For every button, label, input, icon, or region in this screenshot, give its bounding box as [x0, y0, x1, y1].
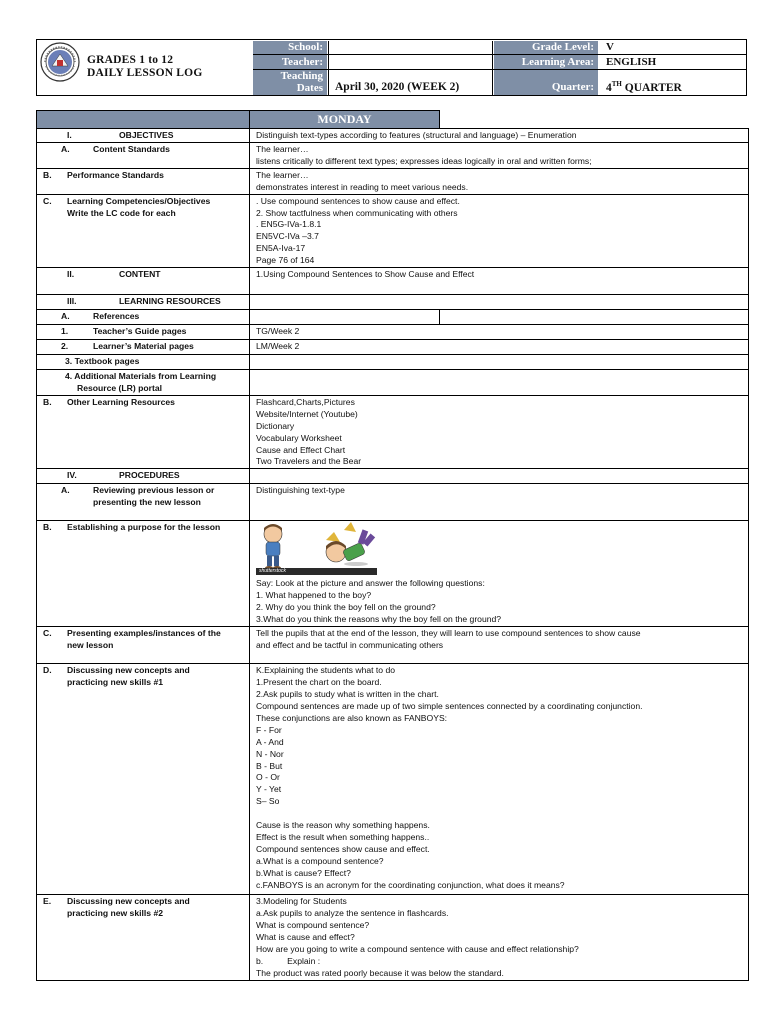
procedures-label — [37, 469, 250, 484]
teaching-label-line2: Dates — [296, 82, 323, 94]
competencies-subtitle: Write the LC code for each — [67, 207, 176, 218]
resources-label — [37, 295, 250, 310]
lc-line-4: EN5VC-IVa –3.7 — [256, 231, 319, 242]
presenting-line-2: and effect and be tactful in communicating others — [256, 640, 444, 651]
purpose-num: B. — [43, 522, 52, 533]
tg-label — [37, 325, 250, 340]
performance-num: B. — [43, 169, 52, 180]
references-num: A. — [61, 311, 70, 322]
resources-title: LEARNING RESOURCES — [119, 296, 221, 307]
references-label — [37, 310, 250, 325]
objectives-title: OBJECTIVES — [119, 130, 174, 140]
discussing2-value — [250, 895, 749, 980]
reviewing-subtitle: presenting the new lesson — [93, 497, 201, 508]
competencies-value — [250, 194, 749, 267]
deped-seal-icon — [40, 42, 80, 82]
discussing2-subtitle: practicing new skills #2 — [67, 908, 164, 919]
presenting-label — [37, 627, 250, 664]
quarter-num: 4 — [606, 81, 612, 94]
procedures-value — [250, 469, 749, 484]
purpose-line-4: 3.What do you think the reasons why the boy fell on the ground? — [256, 614, 502, 625]
teacher-field[interactable] — [328, 55, 493, 69]
monday-header: MONDAY — [250, 111, 440, 129]
ps-line-2: demonstrates interest in reading to meet various needs. — [256, 181, 469, 192]
grade-level-value: V — [606, 41, 614, 53]
tg-row — [37, 325, 749, 340]
d2-line-1: 3.Modeling for Students — [256, 896, 347, 907]
d2-line-2: a.Ask pupils to analyze the sentence in flashcards. — [256, 908, 449, 919]
additional-row — [37, 370, 749, 396]
competencies-row — [37, 194, 749, 267]
additional-title: Additional Materials from Learning — [74, 371, 217, 382]
d1-line-11: Y - Yet — [256, 784, 282, 795]
lm-row — [37, 340, 749, 355]
d1-line-7: A - And — [256, 736, 284, 747]
performance-value — [250, 168, 749, 194]
content-standards-label — [37, 143, 250, 169]
competencies-label — [37, 194, 250, 267]
performance-title: Performance Standards — [67, 169, 164, 180]
tg-title: Teacher’s Guide pages — [93, 326, 187, 337]
resources-value — [250, 295, 749, 310]
quarter-label: Quarter: — [494, 70, 598, 95]
d1-line-14: Cause is the reason why something happens. — [256, 820, 430, 831]
purpose-label — [37, 521, 250, 627]
d1-line-19: c.FANBOYS is an acronym for the coordinating conjunction, what does it means? — [256, 879, 565, 890]
d1-line-3: 2.Ask pupils to study what is written in the chart. — [256, 689, 439, 700]
presenting-num: C. — [43, 628, 52, 639]
content-value: 1.Using Compound Sentences to Show Cause and Effect — [250, 268, 749, 295]
d1-line-18: b.What is cause? Effect? — [256, 867, 351, 878]
monday-header-spacer — [440, 111, 749, 129]
lm-value: LM/Week 2 — [250, 340, 749, 355]
purpose-value — [250, 521, 749, 627]
discussing2-title: Discussing new concepts and — [67, 896, 190, 907]
grade-level-label: Grade Level: — [494, 41, 598, 54]
additional-label — [37, 370, 250, 396]
d2-line-6 — [256, 956, 742, 968]
additional-value — [250, 370, 749, 396]
d1-line-2: 1.Present the chart on the board. — [256, 677, 382, 688]
objectives-label — [37, 129, 250, 143]
discussing1-num: D. — [43, 665, 52, 676]
additional-subtitle: Resource (LR) portal — [77, 382, 162, 393]
d1-line-4: Compound sentences are made up of two simple sentences connected by a coordinating conjunction. — [256, 701, 643, 712]
content-standards-title: Content Standards — [93, 144, 170, 154]
purpose-line-3: 2. Why do you think the boy fell on the ground? — [256, 602, 436, 613]
presenting-row — [37, 627, 749, 664]
quarter-rest: QUARTER — [621, 81, 682, 94]
presenting-subtitle: new lesson — [67, 640, 114, 651]
discussing1-title: Discussing new concepts and — [67, 665, 190, 676]
performance-row — [37, 168, 749, 194]
ps-line-1: The learner… — [256, 169, 309, 180]
d1-line-5: These conjunctions are also known as FANBOYS: — [256, 712, 448, 723]
title-grades: GRADES 1 to 12 — [87, 54, 174, 66]
objectives-num: I. — [67, 130, 72, 140]
d1-line-10: O - Or — [256, 772, 280, 783]
purpose-title: Establishing a purpose for the lesson — [67, 522, 221, 533]
presenting-line-1: Tell the pupils that at the end of the lesson, they will learn to use compound sentences to show cause — [256, 628, 641, 639]
teacher-label: Teacher: — [253, 55, 327, 69]
procedures-row — [37, 469, 749, 484]
other-resources-row — [37, 395, 749, 468]
school-field[interactable] — [328, 41, 493, 54]
discussing2-num: E. — [43, 896, 52, 907]
textbook-num: 3. — [65, 356, 73, 367]
d1-line-1: K.Explaining the students what to do — [256, 665, 396, 676]
olr-line-3: Dictionary — [256, 420, 295, 431]
d2-line-3: What is compound sentence? — [256, 920, 370, 931]
d1-line-17: a.What is a compound sentence? — [256, 855, 384, 866]
competencies-title: Learning Competencies/Objectives — [67, 195, 211, 206]
reviewing-num: A. — [61, 485, 70, 496]
d1-line-15: Effect is the result when something happens.. — [256, 831, 430, 842]
tg-num: 1. — [61, 326, 69, 337]
references-value-1 — [250, 310, 440, 325]
d1-line-12: S– So — [256, 796, 280, 807]
references-value-2 — [440, 310, 749, 325]
content-standards-row — [37, 143, 749, 169]
reviewing-row — [37, 484, 749, 521]
quarter-value — [600, 70, 746, 95]
title-daily-lesson-log: DAILY LESSON LOG — [87, 67, 203, 79]
reviewing-label — [37, 484, 250, 521]
purpose-line-2: 1. What happened to the boy? — [256, 590, 372, 601]
discussing1-value — [250, 664, 749, 895]
reviewing-value: Distinguishing text-type — [250, 484, 749, 521]
cs-line-1: The learner… — [256, 144, 309, 154]
d1-line-13 — [256, 808, 742, 820]
textbook-value — [250, 355, 749, 370]
reviewing-title: Reviewing previous lesson or — [93, 485, 215, 496]
content-num: II. — [67, 269, 75, 280]
objectives-row — [37, 129, 749, 143]
content-standards-num: A. — [61, 144, 70, 154]
d1-line-9: B - But — [256, 760, 283, 771]
textbook-row — [37, 355, 749, 370]
lm-label — [37, 340, 250, 355]
learning-area-label: Learning Area: — [494, 55, 598, 69]
olr-line-5: Cause and Effect Chart — [256, 444, 346, 455]
procedures-title: PROCEDURES — [119, 470, 180, 481]
d2-line-4: What is cause and effect? — [256, 932, 355, 943]
additional-num: 4. — [65, 371, 73, 382]
tg-value: TG/Week 2 — [250, 325, 749, 340]
content-label — [37, 268, 250, 295]
lc-line-6: Page 76 of 164 — [256, 255, 315, 266]
monday-header-blank — [37, 111, 250, 129]
teaching-dates-value: April 30, 2020 (WEEK 2) — [328, 70, 493, 95]
olr-line-1: Flashcard,Charts,Pictures — [256, 396, 355, 407]
d1-line-8: N - Nor — [256, 748, 284, 759]
quarter-sup: TH — [611, 80, 622, 88]
other-resources-label — [37, 395, 250, 468]
cs-line-2: listens critically to different text types; expresses ideas logically in oral and written forms; — [256, 155, 592, 166]
d2-b-marker: b. — [256, 955, 264, 966]
discussing2-label — [37, 895, 250, 980]
discussing1-subtitle: practicing new skills #1 — [67, 677, 164, 688]
discussing1-row — [37, 664, 749, 895]
purpose-line-1: Say: Look at the picture and answer the following questions: — [256, 578, 485, 589]
lc-line-2: 2. Show tactfulness when communicating with others — [256, 207, 458, 218]
other-num: B. — [43, 396, 52, 407]
references-row — [37, 310, 749, 325]
olr-line-4: Vocabulary Worksheet — [256, 432, 342, 443]
textbook-label — [37, 355, 250, 370]
d1-line-6: F - For — [256, 724, 282, 735]
lm-num: 2. — [61, 341, 69, 352]
resources-row — [37, 295, 749, 310]
olr-line-2: Website/Internet (Youtube) — [256, 408, 358, 419]
discussing2-row — [37, 895, 749, 980]
monday-header-row — [37, 111, 749, 129]
lc-line-3: . EN5G-IVa-1.8.1 — [256, 219, 322, 230]
d2-explain: Explain : — [287, 955, 321, 966]
objectives-value: Distinguish text-types according to features (structural and language) – Enumeration — [250, 129, 749, 143]
learning-area-value: ENGLISH — [606, 56, 657, 68]
boy-picture — [256, 522, 377, 575]
competencies-num: C. — [43, 195, 52, 206]
teaching-dates-label — [253, 70, 327, 95]
d2-line-7: The product was rated poorly because it was below the standard. — [256, 967, 504, 978]
presenting-title: Presenting examples/instances of the — [67, 628, 221, 639]
picture-caption: shutterstock — [259, 568, 286, 575]
other-title: Other Learning Resources — [67, 396, 175, 407]
d1-line-16: Compound sentences show cause and effect. — [256, 843, 430, 854]
content-title: CONTENT — [119, 269, 161, 280]
content-row — [37, 268, 749, 295]
textbook-title: Textbook pages — [74, 356, 140, 367]
lm-title: Learner’s Material pages — [93, 341, 194, 352]
olr-line-6: Two Travelers and the Bear — [256, 456, 362, 467]
lesson-log-table — [36, 110, 749, 981]
performance-label — [37, 168, 250, 194]
school-label: School: — [253, 41, 327, 54]
lc-line-1: . Use compound sentences to show cause and effect. — [256, 195, 460, 206]
purpose-row — [37, 521, 749, 627]
lc-line-5: EN5A-Iva-17 — [256, 243, 306, 254]
resources-num: III. — [67, 296, 77, 307]
d2-line-5: How are you going to write a compound sentence with cause and effect relationship? — [256, 943, 579, 954]
other-resources-value — [250, 395, 749, 468]
presenting-value — [250, 627, 749, 664]
content-standards-value — [250, 143, 749, 169]
teaching-label-line1: Teaching — [280, 70, 323, 82]
procedures-num: IV. — [67, 470, 77, 481]
references-title: References — [93, 311, 140, 322]
discussing1-label — [37, 664, 250, 895]
